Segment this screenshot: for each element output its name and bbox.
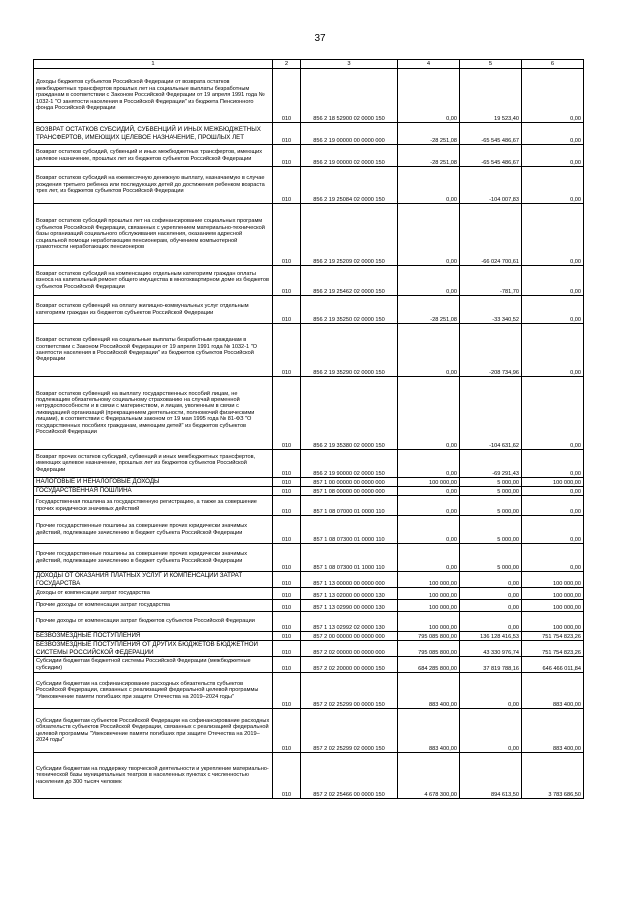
table-row (34, 612, 584, 632)
approved-amount-cell: -28 251,08 (398, 123, 460, 145)
executed-amount-cell: 5 000,00 (460, 487, 522, 496)
budget-classification-code-cell: 856 2 19 35250 02 0000 150 (301, 296, 398, 324)
approved-amount-cell: -28 251,08 (398, 296, 460, 324)
executed-amount-cell: 0,00 (460, 588, 522, 600)
table-row (34, 487, 584, 496)
executed-amount-cell: 894 613,50 (460, 753, 522, 799)
approved-amount-cell: 0,00 (398, 167, 460, 204)
executed-amount-cell: 5 000,00 (460, 496, 522, 516)
table-row (34, 632, 584, 641)
row-name-cell: ГОСУДАРСТВЕННАЯ ПОШЛИНА (34, 487, 273, 496)
executed-amount-cell: 5 000,00 (460, 544, 522, 572)
approved-amount-cell: 0,00 (398, 324, 460, 377)
table-row (34, 657, 584, 673)
budget-classification-code-cell: 857 1 13 02992 02 0000 130 (301, 612, 398, 632)
approved-amount-cell: 100 000,00 (398, 588, 460, 600)
budget-classification-code-cell: 857 2 02 25299 02 0000 150 (301, 709, 398, 753)
row-code-cell: 010 (273, 600, 301, 612)
row-name-cell: Прочие государственные пошлины за совершение прочих юридически значимых действий, подлежащие зачислению в бюджет субъекта Российской Федерации (34, 516, 273, 544)
budget-classification-code-cell: 856 2 19 25209 02 0000 150 (301, 204, 398, 266)
unexecuted-amount-cell: 883 400,00 (522, 709, 584, 753)
executed-amount-cell: -33 340,52 (460, 296, 522, 324)
executed-amount-cell: 5 000,00 (460, 516, 522, 544)
row-code-cell: 010 (273, 544, 301, 572)
row-name-cell: Возврат остатков субсидий прошлых лет на софинансирование социальных программ субъектов Российской Федерации, связанных с укреплением материально-технической базы организаций социального обслуживания населения, оказанием адресной социальной помощи неработающим пенсионерам, обучением компьютерной грамотности неработающих пенсионеров (34, 204, 273, 266)
approved-amount-cell: 100 000,00 (398, 612, 460, 632)
row-name-cell: Субсидии бюджетам субъектов Российской Федерации на софинансирование расходных обязательств субъектов Российской Федерации, связанных с реализацией федеральной целевой программы "Увековечение памяти погибших при защите Отечества на 2019–2024 годы" (34, 709, 273, 753)
row-code-cell: 010 (273, 145, 301, 167)
executed-amount-cell: 19 523,40 (460, 69, 522, 123)
unexecuted-amount-cell: 0,00 (522, 544, 584, 572)
budget-classification-code-cell: 857 2 02 25466 00 0000 150 (301, 753, 398, 799)
row-name-cell: НАЛОГОВЫЕ И НЕНАЛОГОВЫЕ ДОХОДЫ (34, 478, 273, 487)
table-row (34, 450, 584, 478)
budget-classification-code-cell: 857 1 13 00000 00 0000 000 (301, 572, 398, 588)
column-header: 4 (398, 60, 460, 69)
column-header: 5 (460, 60, 522, 69)
unexecuted-amount-cell: 0,00 (522, 266, 584, 296)
table-row (34, 69, 584, 123)
approved-amount-cell: 4 678 300,00 (398, 753, 460, 799)
row-name-cell: Возврат остатков субвенций на оплату жилищно-коммунальных услуг отдельным категориям граждан из бюджетов субъектов Российской Федерации (34, 296, 273, 324)
budget-classification-code-cell: 856 2 19 00000 02 0000 150 (301, 145, 398, 167)
table-row (34, 145, 584, 167)
unexecuted-amount-cell: 0,00 (522, 296, 584, 324)
unexecuted-amount-cell: 646 466 011,84 (522, 657, 584, 673)
unexecuted-amount-cell: 100 000,00 (522, 478, 584, 487)
row-name-cell: Доходы бюджетов субъектов Российской Федерации от возврата остатков межбюджетных трансфертов прошлых лет на социальные выплаты безработным гражданам в соответствии с Законом Российской Федерации от 19 апреля 1991 года № 1032-1 "О занятости населения в Российской Федерации" из бюджета Пенсионного фонда Российской Федерации (34, 69, 273, 123)
executed-amount-cell: -69 291,43 (460, 450, 522, 478)
approved-amount-cell: 0,00 (398, 544, 460, 572)
executed-amount-cell: 0,00 (460, 572, 522, 588)
budget-classification-code-cell: 856 2 19 35290 02 0000 150 (301, 324, 398, 377)
row-code-cell: 010 (273, 632, 301, 641)
row-name-cell: Субсидии бюджетам бюджетной системы Российской Федерации (межбюджетные субсидии) (34, 657, 273, 673)
table-row (34, 266, 584, 296)
row-code-cell: 010 (273, 478, 301, 487)
budget-classification-code-cell: 857 1 00 00000 00 0000 000 (301, 478, 398, 487)
row-name-cell: Возврат прочих остатков субсидий, субвенций и иных межбюджетных трансфертов, имеющих целевое назначение, прошлых лет из бюджетов субъектов Российской Федерации (34, 450, 273, 478)
row-name-cell: Прочие доходы от компенсации затрат государства (34, 600, 273, 612)
table-row (34, 516, 584, 544)
budget-classification-code-cell: 856 2 18 52900 02 0000 150 (301, 69, 398, 123)
approved-amount-cell: 795 085 800,00 (398, 641, 460, 657)
approved-amount-cell: -28 251,08 (398, 145, 460, 167)
unexecuted-amount-cell: 100 000,00 (522, 600, 584, 612)
page-number: 37 (314, 33, 326, 44)
column-header: 3 (301, 60, 398, 69)
executed-amount-cell: 0,00 (460, 709, 522, 753)
row-code-cell: 010 (273, 377, 301, 450)
executed-amount-cell: 37 819 788,16 (460, 657, 522, 673)
row-code-cell: 010 (273, 657, 301, 673)
table-row (34, 377, 584, 450)
table-row (34, 324, 584, 377)
budget-classification-code-cell: 857 2 00 00000 00 0000 000 (301, 632, 398, 641)
row-code-cell: 010 (273, 450, 301, 478)
row-name-cell: БЕЗВОЗМЕЗДНЫЕ ПОСТУПЛЕНИЯ (34, 632, 273, 641)
executed-amount-cell: -65 545 486,67 (460, 123, 522, 145)
table-row (34, 673, 584, 709)
row-code-cell: 010 (273, 673, 301, 709)
budget-classification-code-cell: 856 2 19 90000 02 0000 150 (301, 450, 398, 478)
row-name-cell: Прочие доходы от компенсации затрат бюджетов субъектов Российской Федерации (34, 612, 273, 632)
unexecuted-amount-cell: 0,00 (522, 324, 584, 377)
unexecuted-amount-cell: 3 783 686,50 (522, 753, 584, 799)
executed-amount-cell: 0,00 (460, 673, 522, 709)
table-header-row (34, 60, 584, 69)
budget-classification-code-cell: 857 1 08 07300 01 1000 110 (301, 544, 398, 572)
column-header: 2 (273, 60, 301, 69)
budget-classification-code-cell: 857 2 02 20000 00 0000 150 (301, 657, 398, 673)
approved-amount-cell: 795 085 800,00 (398, 632, 460, 641)
table-row (34, 753, 584, 799)
column-header: 1 (34, 60, 273, 69)
row-code-cell: 010 (273, 709, 301, 753)
executed-amount-cell: 43 330 976,74 (460, 641, 522, 657)
row-name-cell: Субсидии бюджетам на поддержку творческой деятельности и укрепление материально-технической базы муниципальных театров в населенных пунктах с численностью населения до 300 тысяч человек (34, 753, 273, 799)
row-name-cell: Возврат остатков субсидий на ежемесячную денежную выплату, назначаемую в случае рождения третьего ребенка или последующих детей до достижения ребенком возраста трех лет, из бюджетов субъектов Российской Федерации (34, 167, 273, 204)
row-code-cell: 010 (273, 487, 301, 496)
approved-amount-cell: 0,00 (398, 266, 460, 296)
budget-classification-code-cell: 857 1 08 00000 00 0000 000 (301, 487, 398, 496)
row-name-cell: Доходы от компенсации затрат государства (34, 588, 273, 600)
table-row (34, 709, 584, 753)
approved-amount-cell: 100 000,00 (398, 600, 460, 612)
executed-amount-cell: -104 631,62 (460, 377, 522, 450)
approved-amount-cell: 0,00 (398, 377, 460, 450)
executed-amount-cell: -65 545 486,67 (460, 145, 522, 167)
budget-classification-code-cell: 856 2 19 35380 02 0000 150 (301, 377, 398, 450)
column-header: 6 (522, 60, 584, 69)
table-row (34, 588, 584, 600)
approved-amount-cell: 684 285 800,00 (398, 657, 460, 673)
table-row (34, 167, 584, 204)
row-name-cell: Возврат остатков субсидий, субвенций и иных межбюджетных трансфертов, имеющих целевое назначение, прошлых лет из бюджетов субъектов Российской Федерации (34, 145, 273, 167)
budget-classification-code-cell: 857 1 13 02990 00 0000 130 (301, 600, 398, 612)
unexecuted-amount-cell: 0,00 (522, 377, 584, 450)
unexecuted-amount-cell: 100 000,00 (522, 612, 584, 632)
row-code-cell: 010 (273, 324, 301, 377)
executed-amount-cell: -104 007,83 (460, 167, 522, 204)
executed-amount-cell: 136 128 416,53 (460, 632, 522, 641)
row-name-cell: ДОХОДЫ ОТ ОКАЗАНИЯ ПЛАТНЫХ УСЛУГ И КОМПЕНСАЦИИ ЗАТРАТ ГОСУДАРСТВА (34, 572, 273, 588)
unexecuted-amount-cell: 0,00 (522, 123, 584, 145)
table-row (34, 572, 584, 588)
budget-classification-code-cell: 856 2 19 00000 00 0000 000 (301, 123, 398, 145)
executed-amount-cell: 0,00 (460, 612, 522, 632)
row-code-cell: 010 (273, 266, 301, 296)
approved-amount-cell: 100 000,00 (398, 572, 460, 588)
unexecuted-amount-cell: 0,00 (522, 487, 584, 496)
unexecuted-amount-cell: 0,00 (522, 516, 584, 544)
row-code-cell: 010 (273, 641, 301, 657)
row-name-cell: Возврат остатков субсидий на компенсацию отдельным категориям граждан оплаты взноса на капитальный ремонт общего имущества в многоквартирном доме из бюджетов субъектов Российской Федерации (34, 266, 273, 296)
row-code-cell: 010 (273, 516, 301, 544)
row-code-cell: 010 (273, 69, 301, 123)
table-row (34, 204, 584, 266)
budget-classification-code-cell: 857 2 02 25299 00 0000 150 (301, 673, 398, 709)
unexecuted-amount-cell: 883 400,00 (522, 673, 584, 709)
executed-amount-cell: 0,00 (460, 600, 522, 612)
executed-amount-cell: -208 734,96 (460, 324, 522, 377)
row-code-cell: 010 (273, 167, 301, 204)
budget-classification-code-cell: 856 2 19 25462 02 0000 150 (301, 266, 398, 296)
row-name-cell: Возврат остатков субвенций на выплату государственных пособий лицам, не подлежащим обязательному социальному страхованию на случай временной нетрудоспособности и в связи с материнством, и лицам, уволенным в связи с ликвидацией организаций (прекращением деятельности, полномочий физическими лицами), в соответствии с Федеральным законом от 19 мая 1995 года № 81-ФЗ "О государственных пособиях гражданам, имеющим детей" из бюджетов субъектов Российской Федерации (34, 377, 273, 450)
row-name-cell: БЕЗВОЗМЕЗДНЫЕ ПОСТУПЛЕНИЯ ОТ ДРУГИХ БЮДЖЕТОВ БЮДЖЕТНОЙ СИСТЕМЫ РОССИЙСКОЙ ФЕДЕРАЦИИ (34, 641, 273, 657)
row-name-cell: Субсидии бюджетам на софинансирование расходных обязательств субъектов Российской Федерации, связанных с реализацией федеральной целевой программы "Увековечение памяти погибших при защите Отечества на 2019–2024 годы" (34, 673, 273, 709)
row-code-cell: 010 (273, 204, 301, 266)
table-body (34, 69, 584, 799)
table-row (34, 544, 584, 572)
approved-amount-cell: 0,00 (398, 69, 460, 123)
row-code-cell: 010 (273, 572, 301, 588)
executed-amount-cell: -66 024 700,61 (460, 204, 522, 266)
budget-classification-code-cell: 856 2 19 25084 02 0000 150 (301, 167, 398, 204)
approved-amount-cell: 0,00 (398, 516, 460, 544)
unexecuted-amount-cell: 0,00 (522, 204, 584, 266)
unexecuted-amount-cell: 0,00 (522, 69, 584, 123)
row-name-cell: Государственная пошлина за государственную регистрацию, а также за совершение прочих юридически значимых действий (34, 496, 273, 516)
row-code-cell: 010 (273, 753, 301, 799)
unexecuted-amount-cell: 751 754 823,26 (522, 632, 584, 641)
approved-amount-cell: 0,00 (398, 204, 460, 266)
row-name-cell: Прочие государственные пошлины за совершение прочих юридически значимых действий, подлежащие зачислению в бюджет субъекта Российской Федерации (34, 544, 273, 572)
unexecuted-amount-cell: 0,00 (522, 450, 584, 478)
row-name-cell: Возврат остатков субвенций на социальные выплаты безработным гражданам в соответствии с Законом Российской Федерации от 19 апреля 1991 года № 1032-1 "О занятости населения в Российской Федерации" из бюджетов субъектов Российской Федерации (34, 324, 273, 377)
row-code-cell: 010 (273, 588, 301, 600)
unexecuted-amount-cell: 100 000,00 (522, 572, 584, 588)
unexecuted-amount-cell: 0,00 (522, 167, 584, 204)
budget-classification-code-cell: 857 2 02 00000 00 0000 000 (301, 641, 398, 657)
executed-amount-cell: -781,70 (460, 266, 522, 296)
approved-amount-cell: 883 400,00 (398, 673, 460, 709)
approved-amount-cell: 883 400,00 (398, 709, 460, 753)
unexecuted-amount-cell: 0,00 (522, 496, 584, 516)
table-row (34, 600, 584, 612)
unexecuted-amount-cell: 0,00 (522, 145, 584, 167)
executed-amount-cell: 5 000,00 (460, 478, 522, 487)
unexecuted-amount-cell: 100 000,00 (522, 588, 584, 600)
table-row (34, 123, 584, 145)
row-code-cell: 010 (273, 296, 301, 324)
row-name-cell: ВОЗВРАТ ОСТАТКОВ СУБСИДИЙ, СУБВЕНЦИЙ И ИНЫХ МЕЖБЮДЖЕТНЫХ ТРАНСФЕРТОВ, ИМЕЮЩИХ ЦЕЛЕВОЕ НАЗНАЧЕНИЕ, ПРОШЛЫХ ЛЕТ (34, 123, 273, 145)
approved-amount-cell: 0,00 (398, 496, 460, 516)
table-row (34, 478, 584, 487)
budget-revenue-table (33, 59, 584, 799)
unexecuted-amount-cell: 751 754 823,26 (522, 641, 584, 657)
budget-classification-code-cell: 857 1 13 02000 00 0000 130 (301, 588, 398, 600)
table-row (34, 641, 584, 657)
row-code-cell: 010 (273, 496, 301, 516)
table-row (34, 296, 584, 324)
row-code-cell: 010 (273, 123, 301, 145)
approved-amount-cell: 0,00 (398, 487, 460, 496)
approved-amount-cell: 0,00 (398, 450, 460, 478)
budget-classification-code-cell: 857 1 08 07300 01 0000 110 (301, 516, 398, 544)
table-row (34, 496, 584, 516)
row-code-cell: 010 (273, 612, 301, 632)
approved-amount-cell: 100 000,00 (398, 478, 460, 487)
budget-classification-code-cell: 857 1 08 07000 01 0000 110 (301, 496, 398, 516)
